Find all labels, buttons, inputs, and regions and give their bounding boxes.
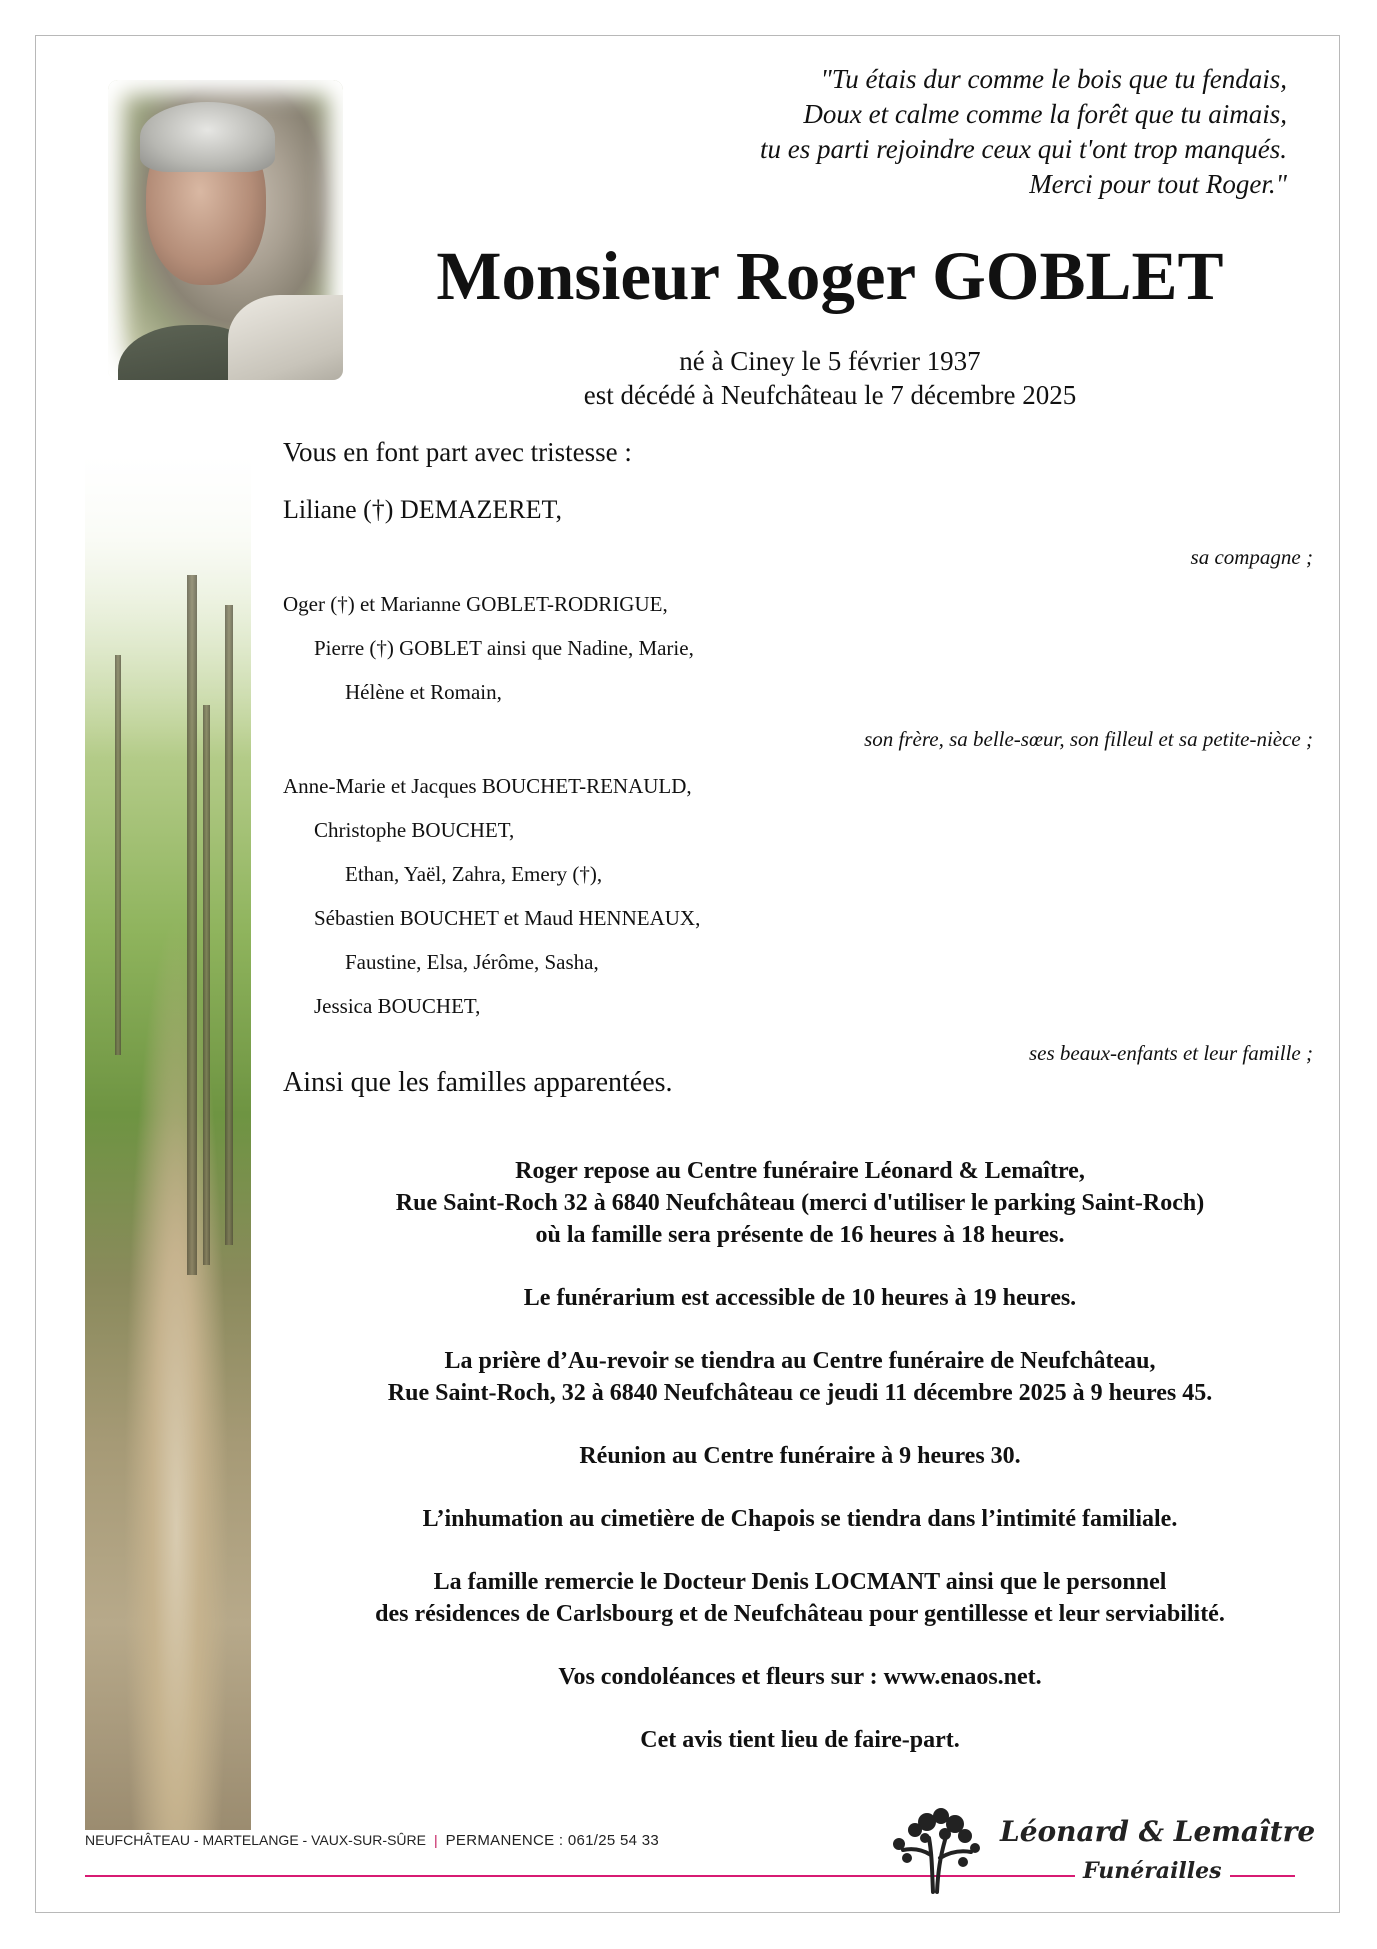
info-line: des résidences de Carlsbourg et de Neufchâteau pour gentillesse et leur serviabilité. [375,1601,1225,1627]
family-member-line: Pierre (†) GOBLET ainsi que Nadine, Marie, [314,636,694,660]
info-line: La famille remercie le Docteur Denis LOCMANT ainsi que le personnel [433,1569,1167,1595]
family-member-line: Liliane (†) DEMAZERET, [283,495,562,524]
family-member-line: Faustine, Elsa, Jérôme, Sasha, [345,950,599,974]
birth-death-dates [330,344,1330,412]
death-line: est décédé à Neufchâteau le 7 décembre 2025 [583,380,1077,410]
info-line: Le funérarium est accessible de 10 heures à 19 heures. [523,1285,1077,1311]
info-paragraph [270,1155,1330,1251]
info-paragraph [270,1566,1330,1630]
deceased-name: Monsieur Roger GOBLET [436,238,1224,314]
footer-contact [85,1832,659,1849]
footer-separator: | [433,1832,438,1848]
quote-line: tu es parti rejoindre ceux qui t'ont trop manqués. [760,134,1287,164]
epitaph-quote [567,62,1287,202]
intro-text: Vous en font part avec tristesse : [283,437,632,467]
family-member-line: Jessica BOUCHET, [314,994,481,1018]
logo-subtitle: Funérailles [1075,1858,1230,1884]
info-line: L’inhumation au cimetière de Chapois se tiendra dans l’intimité familiale. [422,1506,1178,1532]
family-member-line: Christophe BOUCHET, [314,818,515,842]
info-line: Rue Saint-Roch 32 à 6840 Neufchâteau (merci d'utiliser le parking Saint-Roch) [395,1190,1205,1216]
family-member-line: Anne-Marie et Jacques BOUCHET-RENAULD, [283,774,692,798]
tree-icon [885,1800,985,1895]
family-list [283,488,1313,1078]
info-line: Cet avis tient lieu de faire-part. [640,1727,960,1753]
relationship-label: son frère, sa belle-sœur, son filleul et sa petite-nièce ; [864,727,1313,751]
footer-locations: NEUFCHÂTEAU - MARTELANGE - VAUX-SUR-SÛRE [85,1832,426,1848]
family-member-line: Oger (†) et Marianne GOBLET-RODRIGUE, [283,592,668,616]
info-paragraph [270,1503,1330,1535]
funeral-info [270,1155,1330,1787]
relationship-label: sa compagne ; [1190,545,1313,569]
birth-line: né à Ciney le 5 février 1937 [679,346,981,376]
footer-permanence: PERMANENCE : 061/25 54 33 [445,1832,660,1849]
info-line: Roger repose au Centre funéraire Léonard & Lemaître, [515,1158,1085,1184]
info-paragraph [270,1345,1330,1409]
info-line: La prière d’Au-revoir se tiendra au Centre funéraire de Neufchâteau, [444,1348,1156,1374]
portrait-photo [108,80,343,380]
info-line: Réunion au Centre funéraire à 9 heures 30. [579,1443,1021,1469]
family-member-line: Sébastien BOUCHET et Maud HENNEAUX, [314,906,701,930]
info-paragraph [270,1440,1330,1472]
info-paragraph [270,1661,1330,1693]
info-line: où la famille sera présente de 16 heures à 18 heures. [535,1222,1065,1248]
quote-line: Merci pour tout Roger." [1029,169,1287,199]
relationship-label: ses beaux-enfants et leur famille ; [1028,1041,1313,1065]
closing-text: Ainsi que les familles apparentées. [283,1067,673,1098]
forest-path-photo [85,455,251,1830]
logo-name: Léonard & Lemaître [1000,1815,1316,1848]
family-member-line: Hélène et Romain, [345,680,502,704]
family-member-line: Ethan, Yaël, Zahra, Emery (†), [345,862,603,886]
info-paragraph [270,1282,1330,1314]
quote-line: "Tu étais dur comme le bois que tu fendais, [820,64,1287,94]
info-line: Rue Saint-Roch, 32 à 6840 Neufchâteau ce jeudi 11 décembre 2025 à 9 heures 45. [387,1380,1213,1406]
info-paragraph [270,1724,1330,1756]
quote-line: Doux et calme comme la forêt que tu aimais, [803,99,1287,129]
info-line: Vos condoléances et fleurs sur : www.enaos.net. [558,1664,1042,1690]
